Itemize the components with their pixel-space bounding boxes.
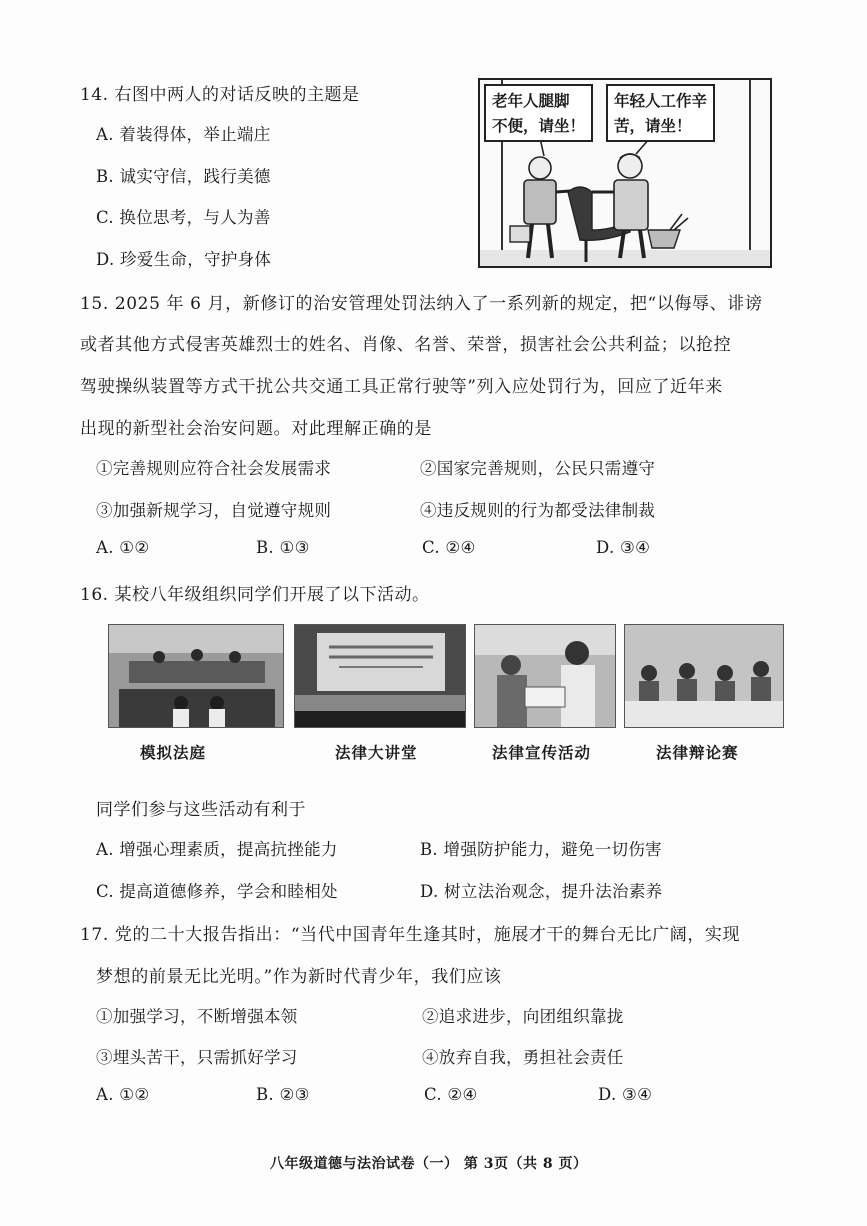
q17-line-2: 梦想的前景无比光明。”作为新时代青少年，我们应该 bbox=[96, 967, 502, 987]
speech-bubble-left bbox=[484, 84, 593, 142]
q17-statement-4: ④放弃自我，勇担社会责任 bbox=[422, 1048, 624, 1067]
q16-prompt: 同学们参与这些活动有利于 bbox=[96, 800, 306, 820]
q15-choice-a: A. ①② bbox=[96, 538, 150, 557]
photo-law-lecture bbox=[294, 624, 466, 728]
bubble-left-line-1: 老年人腿脚 bbox=[492, 91, 570, 110]
q16-stem: 16. 某校八年级组织同学们开展了以下活动。 bbox=[80, 585, 430, 605]
page-footer: 八年级道德与法治试卷（一） 第 3页（共 8 页） bbox=[270, 1156, 588, 1172]
q17-line-1: 17. 党的二十大报告指出：“当代中国青年生逢其时，施展才干的舞台无比广阔，实现 bbox=[80, 925, 741, 945]
q15-statement-2: ②国家完善规则，公民只需遵守 bbox=[420, 459, 656, 478]
q17-choice-a: A. ①② bbox=[96, 1085, 150, 1104]
q15-statement-1: ①完善规则应符合社会发展需求 bbox=[96, 459, 332, 478]
q15-choice-b: B. ①③ bbox=[256, 538, 310, 557]
q14-option-a: A. 着装得体，举止端庄 bbox=[96, 125, 271, 144]
q14-stem: 14. 右图中两人的对话反映的主题是 bbox=[80, 85, 360, 105]
q15-choice-d: D. ③④ bbox=[596, 538, 651, 557]
photo-law-debate-image bbox=[625, 625, 784, 728]
photo-law-debate bbox=[624, 624, 784, 728]
q17-choice-c: C. ②④ bbox=[424, 1085, 478, 1104]
q15-statement-3: ③加强新规学习，自觉遵守规则 bbox=[96, 501, 332, 520]
q15-line-4: 出现的新型社会治安问题。对此理解正确的是 bbox=[80, 419, 432, 439]
bubble-left-line-2: 不便，请坐！ bbox=[492, 116, 586, 135]
caption-law-promotion: 法律宣传活动 bbox=[492, 743, 592, 762]
q17-choice-b: B. ②③ bbox=[256, 1085, 310, 1104]
q16-option-b: B. 增强防护能力，避免一切伤害 bbox=[420, 840, 662, 859]
photo-law-lecture-image bbox=[295, 625, 466, 728]
photo-mock-court bbox=[108, 624, 284, 728]
q17-statement-3: ③埋头苦干，只需抓好学习 bbox=[96, 1048, 298, 1067]
q16-option-a: A. 增强心理素质，提高抗挫能力 bbox=[96, 840, 338, 859]
bubble-right-line-2: 苦，请坐！ bbox=[614, 116, 692, 135]
photo-mock-court-image bbox=[109, 625, 284, 728]
q17-statement-1: ①加强学习，不断增强本领 bbox=[96, 1007, 298, 1026]
caption-mock-court: 模拟法庭 bbox=[140, 743, 207, 762]
speech-bubble-right bbox=[606, 84, 715, 142]
q14-option-c: C. 换位思考，与人为善 bbox=[96, 208, 271, 227]
q14-option-d: D. 珍爱生命，守护身体 bbox=[96, 250, 272, 269]
q16-option-d: D. 树立法治观念，提升法治素养 bbox=[420, 882, 663, 901]
q17-choice-d: D. ③④ bbox=[598, 1085, 653, 1104]
q15-line-3: 驾驶操纵装置等方式干扰公共交通工具正常行驶等”列入应处罚行为，回应了近年来 bbox=[80, 377, 723, 397]
q15-line-1: 15. 2025 年 6 月，新修订的治安管理处罚法纳入了一系列新的规定，把“以侮辱、诽谤 bbox=[80, 294, 763, 314]
q15-statement-4: ④违反规则的行为都受法律制裁 bbox=[420, 501, 656, 520]
q16-option-c: C. 提高道德修养，学会和睦相处 bbox=[96, 882, 338, 901]
q14-option-b: B. 诚实守信，践行美德 bbox=[96, 167, 271, 186]
caption-law-debate: 法律辩论赛 bbox=[656, 743, 739, 762]
caption-law-lecture: 法律大讲堂 bbox=[335, 743, 418, 762]
q17-statement-2: ②追求进步，向团组织靠拢 bbox=[422, 1007, 624, 1026]
photo-law-promotion bbox=[474, 624, 616, 728]
q14-cartoon bbox=[478, 78, 772, 268]
q15-line-2: 或者其他方式侵害英雄烈士的姓名、肖像、名誉、荣誉，损害社会公共利益；以抢控 bbox=[80, 335, 732, 355]
photo-law-promotion-image bbox=[475, 625, 616, 728]
q15-choice-c: C. ②④ bbox=[422, 538, 476, 557]
bubble-right-line-1: 年轻人工作辛 bbox=[614, 91, 708, 110]
